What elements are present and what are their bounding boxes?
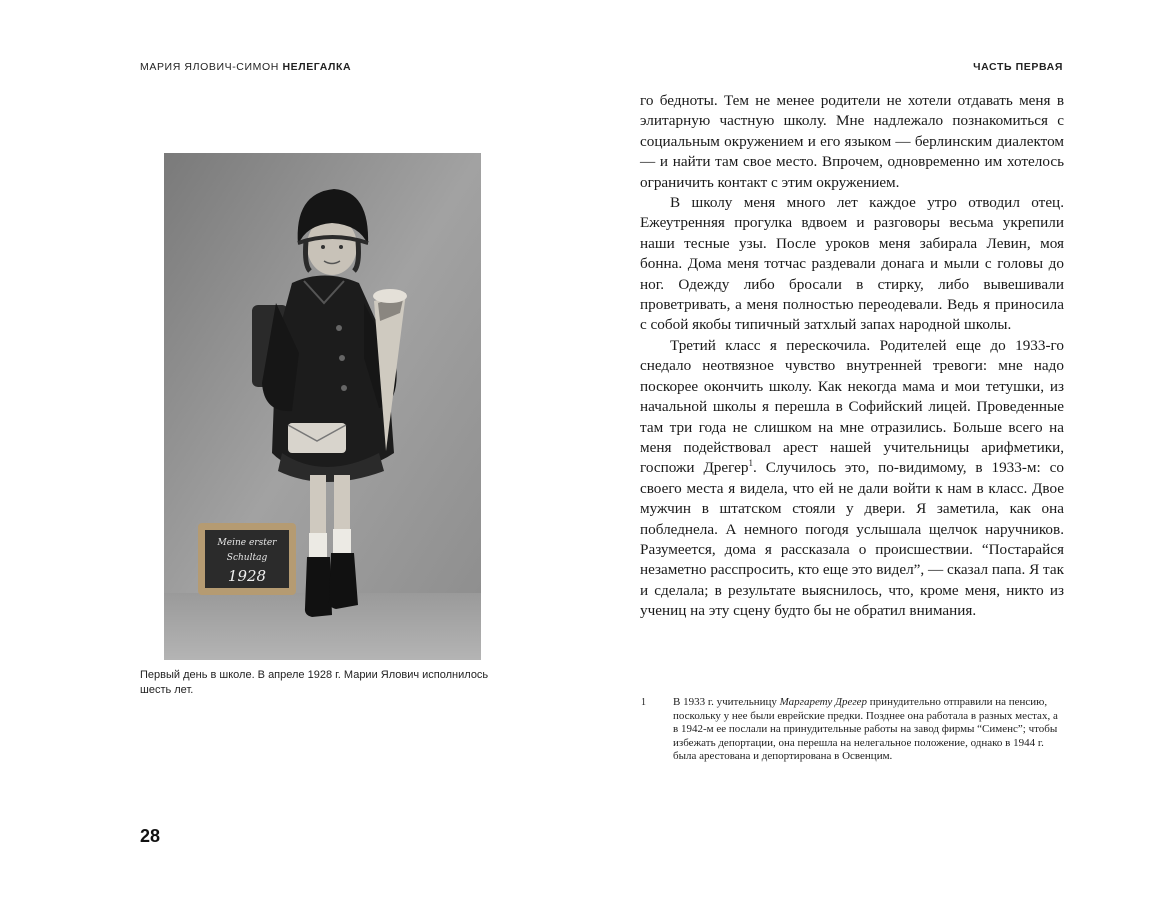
paragraph-1: го бедноты. Тем не менее родители не хотели отдавать меня в элитарную частную школу. Мне надлежало познакомиться с социальным окружением и его языком — берлинским диалектом — и найти там свое место. Впрочем, одновременно им хотелось ограничить контакт с этим окружением. [640,92,1064,191]
main-text [640,91,1064,622]
slate-line-1: Meine erster [217,538,277,548]
footnote-reference: 1 [748,458,753,469]
footnote [641,696,1065,764]
slate-line-2: Schultag [226,553,268,563]
paragraph-2: В школу меня много лет каждое утро отводил отец. Ежеутренняя прогулка вдвоем и разговоры весьма укрепили наши тесные узы. После уроков меня забирала Левин, моя бонна. Дома меня тотчас раздевали донага и мыли с головы до ног. Одежду либо бросали в стирку, либо вывешивали проветривать, а меня полностью переодевали. Ведь я приносила с собой якобы типичный затхлый запах народной школы. [640,194,1064,334]
slate-year: 1928 [227,567,267,585]
photo-caption: Первый день в школе. В апреле 1928 г. Марии Ялович исполнилось шесть лет. [140,669,489,696]
photo-illustration [164,153,481,660]
footnote-text-b: принудительно отправили на пенсию, поскольку у нее были еврейские предки. Позднее она работала в разных местах, а в 1942-м ее послали на принудительные работы на завод фирмы “Сименс”; чтобы избежать депортации, она перешла на нелегальное положение, однако в 1944 г. была арестована и депортирована в Освенцим. [673,696,1058,763]
running-head-left [140,61,351,73]
footnote-person-name: Маргарету Дрегер [779,696,868,708]
author-name: МАРИЯ ЯЛОВИЧ-СИМОН [140,61,279,73]
footnote-text [673,696,1065,764]
footnote-mark: 1 [641,697,646,708]
paragraph-3-part-a: Третий класс я перескочила. Родителей еще до 1933-го снедало неотвязное чувство внутренней тревоги: мне надо поскорее окончить школу. Как некогда мама и мои тетушки, из начальной школы я перешла в Софийский лицей. Проведенные там три года не слишком на мне отразились. Больше всего на меня подействовал арест нашей учительницы арифметики, госпожи Дрегер [640,336,1064,477]
paragraph-3 [640,336,1064,622]
book-title: НЕЛЕГАЛКА [282,61,352,73]
footnote-text-a: В 1933 г. учительницу [673,696,780,708]
running-head-section: ЧАСТЬ ПЕРВАЯ [973,61,1063,73]
school-slate [198,523,296,595]
paragraph-3-part-b: . Случилось это, по-видимому, в 1933-м: со своего места я видела, что ей не дали войти к нам в класс. Двое мужчин в штатском стояли у двери. Я заметила, как она побледнела. А немного погодя услышала щелчок наручников. Разумеется, дома я рассказала о происшествии. “Постарайся незаметно расспросить, кто еще это видел”, — сказал папа. Я так и сделала; в результате выяснилось, что, кроме меня, никто из учениц на эту сцену будто бы не обратил внимания. [640,459,1064,620]
page-number: 28 [140,826,161,846]
photograph [164,153,481,660]
